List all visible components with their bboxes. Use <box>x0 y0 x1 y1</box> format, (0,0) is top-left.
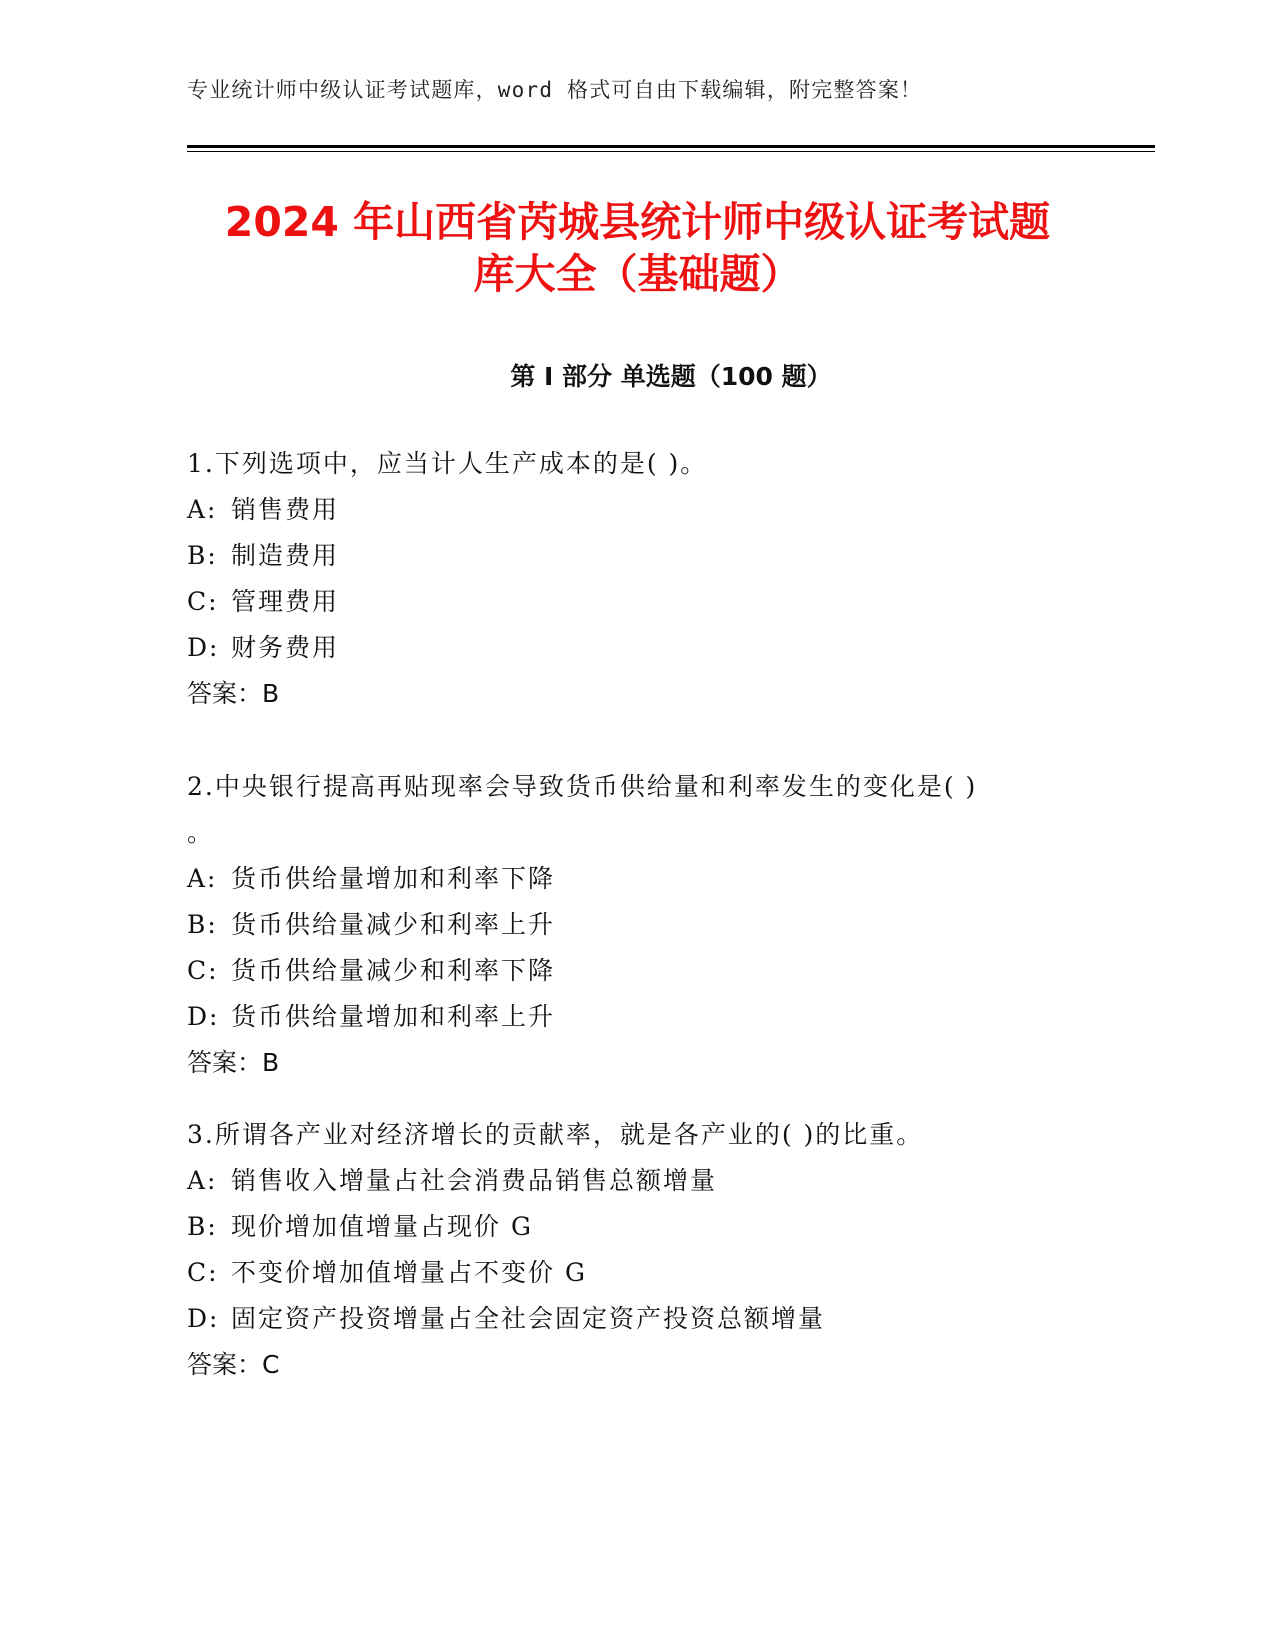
option-text: 货币供给量增加和利率下降 <box>231 864 556 893</box>
option-key: B: <box>187 1212 218 1241</box>
option-key: C: <box>187 1258 219 1287</box>
option-a <box>187 487 1087 533</box>
option-text: 货币供给量减少和利率下降 <box>231 956 556 985</box>
option-d <box>187 625 1087 671</box>
question-stem: 2.中央银行提高再贴现率会导致货币供给量和利率发生的变化是( ) <box>187 772 978 801</box>
option-key: A: <box>187 495 218 524</box>
option-text: 管理费用 <box>231 587 340 616</box>
option-text: 制造费用 <box>231 541 340 570</box>
option-key: A: <box>187 864 218 893</box>
document-title-line-1: 2024 年山西省芮城县统计师中级认证考试题 <box>224 198 1051 246</box>
option-key: D: <box>187 1304 220 1333</box>
option-key: D: <box>187 633 220 662</box>
option-c <box>187 948 1087 994</box>
option-c <box>187 1250 1087 1296</box>
section-title: 第 I 部分 单选题（100 题） <box>510 362 832 391</box>
question-stem: 1.下列选项中，应当计人生产成本的是( )。 <box>187 449 708 478</box>
option-d <box>187 1296 1087 1342</box>
option-text: 销售费用 <box>231 495 340 524</box>
option-text: 财务费用 <box>231 633 340 662</box>
option-b <box>187 1204 1087 1250</box>
option-text: 不变价增加值增量占不变价 G <box>231 1258 587 1287</box>
question-1 <box>187 441 1087 717</box>
option-key: B: <box>187 541 218 570</box>
option-key: D: <box>187 1002 220 1031</box>
option-text: 货币供给量增加和利率上升 <box>231 1002 556 1031</box>
answer: 答案：B <box>187 679 280 708</box>
header-divider-thick <box>187 145 1155 148</box>
option-key: C: <box>187 587 219 616</box>
option-c <box>187 579 1087 625</box>
option-a <box>187 1158 1087 1204</box>
header-note: 专业统计师中级认证考试题库，word 格式可自由下载编辑，附完整答案！ <box>187 78 923 102</box>
question-stem-continuation: 。 <box>187 818 215 847</box>
option-text: 销售收入增量占社会消费品销售总额增量 <box>231 1166 718 1195</box>
answer: 答案：B <box>187 1048 280 1077</box>
option-key: B: <box>187 910 218 939</box>
question-stem: 3.所谓各产业对经济增长的贡献率，就是各产业的( )的比重。 <box>187 1120 924 1149</box>
option-key: C: <box>187 956 219 985</box>
option-text: 固定资产投资增量占全社会固定资产投资总额增量 <box>231 1304 826 1333</box>
option-text: 现价增加值增量占现价 G <box>231 1212 533 1241</box>
option-key: A: <box>187 1166 218 1195</box>
header-divider-thin <box>187 151 1155 152</box>
answer: 答案：C <box>187 1350 280 1379</box>
question-3 <box>187 1112 1087 1388</box>
question-2 <box>187 764 1087 1086</box>
document-title <box>160 196 1115 300</box>
option-d <box>187 994 1087 1040</box>
option-a <box>187 856 1087 902</box>
option-text: 货币供给量减少和利率上升 <box>231 910 556 939</box>
option-b <box>187 533 1087 579</box>
option-b <box>187 902 1087 948</box>
document-title-line-2: 库大全（基础题） <box>473 250 802 298</box>
